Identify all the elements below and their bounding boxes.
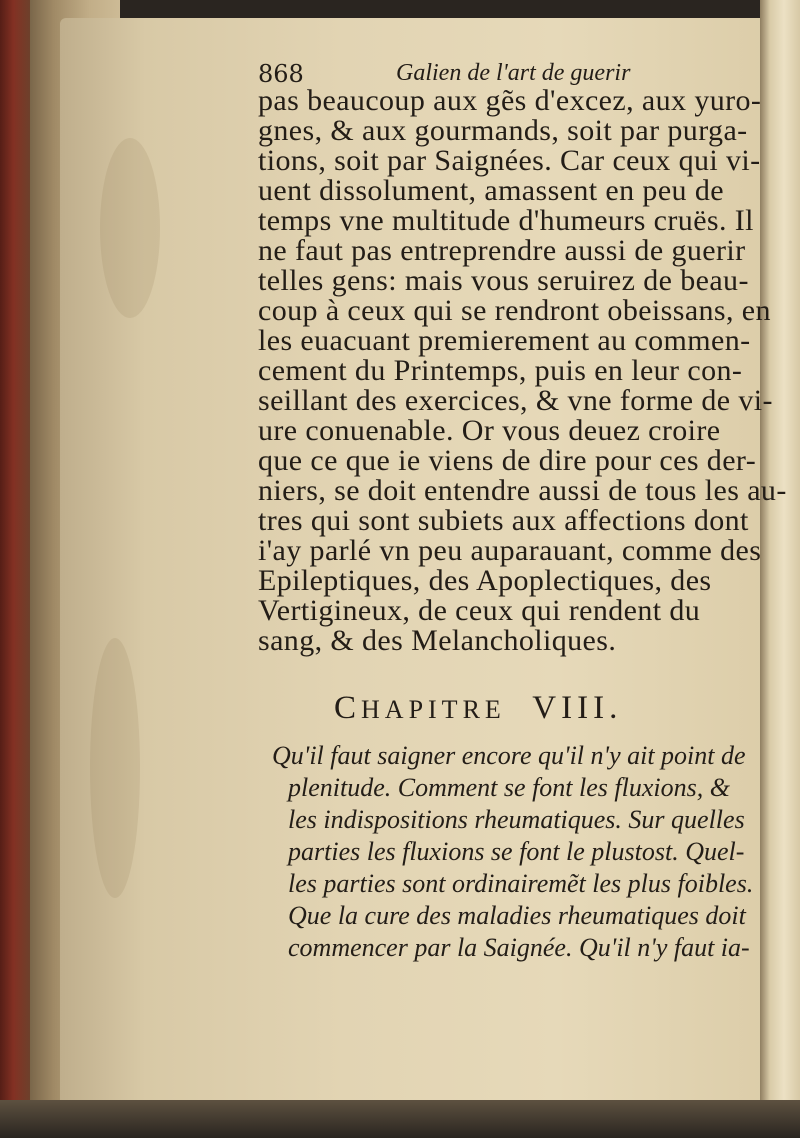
paper-stain [100, 138, 160, 318]
text-line: i'ay parlé vn peu auparauant, comme des [258, 534, 762, 567]
text-line: uent dissolument, amassent en peu de [258, 174, 724, 207]
running-title: Galien de l'art de guerir [396, 60, 631, 86]
chapter-initial: C [334, 690, 362, 726]
text-line: ne faut pas entreprendre aussi de guerir [258, 234, 746, 267]
text-line: Epileptiques, des Apoplectiques, des [258, 564, 712, 597]
text-line: coup à ceux qui se rendront obeissans, en [258, 294, 771, 327]
summary-line: plenitude. Comment se font les fluxions, & [288, 773, 730, 802]
text-line: gnes, & aux gourmands, soit par purga- [258, 114, 748, 147]
facing-page-edge [760, 0, 800, 1138]
text-line: que ce que ie viens de dire pour ces der- [258, 444, 757, 477]
text-line: tions, soit par Saignées. Car ceux qui vi- [258, 144, 761, 177]
text-line: telles gens: mais vous seruirez de beau- [258, 264, 749, 297]
red-page-edge [0, 0, 30, 1138]
summary-line: les parties sont ordinairemẽt les plus foibles. [288, 869, 754, 898]
text-line: niers, se doit entendre aussi de tous les au- [258, 474, 787, 507]
text-line: Vertigineux, de ceux qui rendent du [258, 594, 701, 627]
summary-line: Que la cure des maladies rheumatiques doit [288, 901, 746, 930]
paper-stain [90, 638, 140, 898]
text-line: sang, & des Melancholiques. [258, 624, 617, 657]
chapter-word: HAPITRE [361, 695, 506, 724]
text-line: seillant des exercices, & vne forme de vi- [258, 384, 773, 417]
text-line: les euacuant premierement au commen- [258, 324, 751, 357]
text-line: cement du Printemps, puis en leur con- [258, 354, 743, 387]
text-line: ure conuenable. Or vous deuez croire [258, 414, 721, 447]
bottom-shadow [0, 1100, 800, 1138]
summary-line: les indispositions rheumatiques. Sur quelles [288, 805, 745, 834]
summary-line: commencer par la Saignée. Qu'il n'y faut ia- [288, 933, 750, 962]
text-line: pas beaucoup aux gẽs d'excez, aux yuro- [258, 84, 762, 117]
summary-line: Qu'il faut saigner encore qu'il n'y ait point de [272, 741, 746, 770]
chapter-heading [334, 690, 622, 727]
chapter-number: VIII. [532, 690, 623, 726]
page-number: 868 [258, 60, 304, 88]
summary-line: parties les fluxions se font le plustost. Quel- [288, 837, 745, 866]
text-line: tres qui sont subiets aux affections dont [258, 504, 749, 537]
text-line: temps vne multitude d'humeurs cruës. Il [258, 204, 754, 237]
